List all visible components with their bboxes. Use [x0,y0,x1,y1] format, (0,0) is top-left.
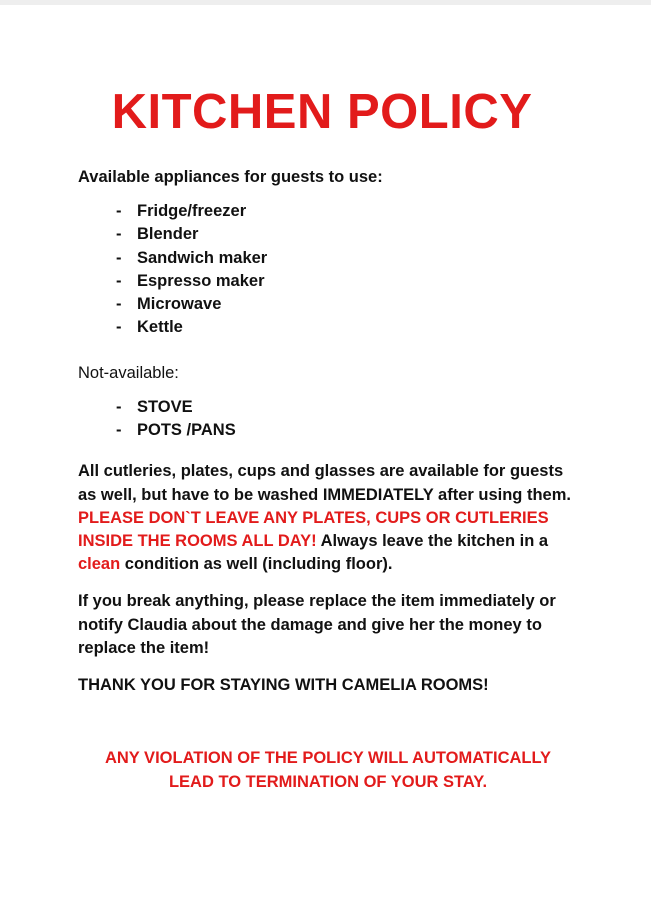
cutleries-text-2: Always leave the kitchen in a [316,531,549,550]
not-available-heading: Not-available: [78,363,179,382]
list-item: - POTS /PANS [116,419,578,442]
list-item: - Blender [116,223,578,246]
list-item: - Espresso maker [116,270,578,293]
list-item: - Microwave [116,293,578,316]
list-item: - Fridge/freezer [116,200,578,223]
break-paragraph: If you break anything, please replace the item immediately or notify Claudia about the damage and give her the money to replace the item! [78,592,556,657]
list-item: - Sandwich maker [116,247,578,270]
list-item: - STOVE [116,396,578,419]
violation-line-1: ANY VIOLATION OF THE POLICY WILL AUTOMATICALLY [104,749,552,768]
violation-line-2: LEAD TO TERMINATION OF YOUR STAY. [168,772,488,791]
page-title: KITCHEN POLICY [111,85,533,139]
not-available-list [78,396,578,443]
cutleries-text: All cutleries, plates, cups and glasses are available for guests as well, but have to be washed IMMEDIATELY after using them. [78,462,571,504]
cutleries-paragraph [78,460,578,576]
cutleries-text-3: condition as well (including floor). [120,555,393,574]
clean-word: clean [78,555,121,574]
available-heading: Available appliances for guests to use: [78,168,383,186]
thanks-line: THANK YOU FOR STAYING WITH CAMELIA ROOMS! [78,676,489,694]
cutleries-warning: PLEASE DON`T LEAVE ANY PLATES, CUPS OR CUTLERIES INSIDE THE ROOMS ALL DAY! [78,508,549,550]
top-strip [0,0,651,5]
available-list [78,200,578,340]
policy-document [78,80,578,794]
list-item: - Kettle [116,316,578,339]
violation-notice [78,747,578,794]
